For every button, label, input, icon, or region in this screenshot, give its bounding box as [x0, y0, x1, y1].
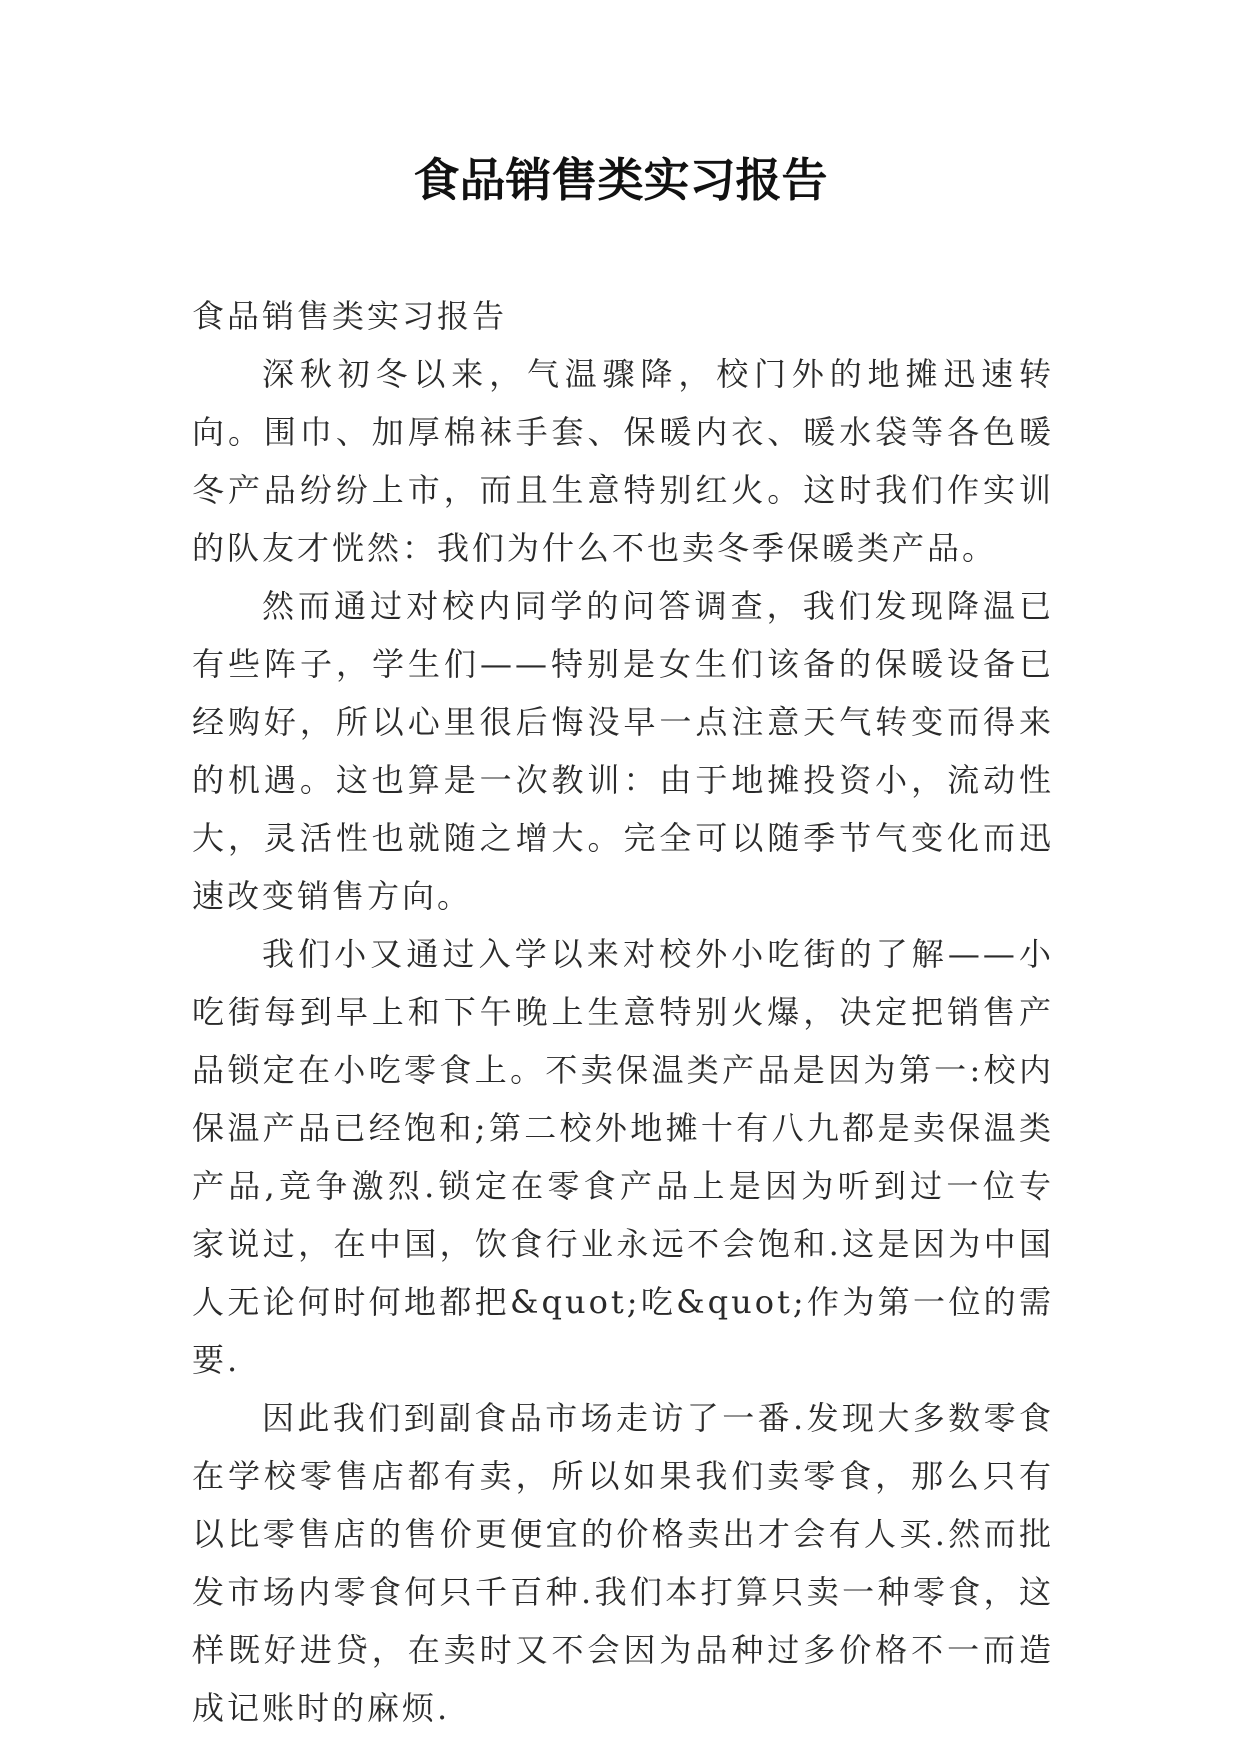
paragraph-2: 然而通过对校内同学的问答调查，我们发现降温已有些阵子，学生们——特别是女生们该备的保暖设备已经购好，所以心里很后悔没早一点注意天气转变而得来的机遇。这也算是一次教训：由于地摊投资小，流动性大，灵活性也就随之增大。完全可以随季节气变化而迅速改变销售方向。 [192, 587, 1054, 915]
paragraph-3: 我们小又通过入学以来对校外小吃街的了解——小吃街每到早上和下午晚上生意特别火爆，决定把销售产品锁定在小吃零食上。不卖保温类产品是因为第一:校内保温产品已经饱和;第二校外地摊十有八九都是卖保温类产品,竞争激烈.锁定在零食产品上是因为听到过一位专家说过，在中国，饮食行业永远不会饱和.这是因为中国人无论何时何地都把&quot;吃&quot;作为第一位的需要. [192, 935, 1054, 1379]
paragraph-1: 深秋初冬以来，气温骤降，校门外的地摊迅速转向。围巾、加厚棉袜手套、保暖内衣、暖水袋等各色暖冬产品纷纷上市，而且生意特别红火。这时我们作实训的队友才恍然：我们为什么不也卖冬季保暖类产品。 [192, 355, 1054, 567]
paragraph-4: 因此我们到副食品市场走访了一番.发现大多数零食在学校零售店都有卖，所以如果我们卖零食，那么只有以比零售店的售价更便宜的价格卖出才会有人买.然而批发市场内零食何只千百种.我们本打算只卖一种零食，这样既好进贷，在卖时又不会因为品种过多价格不一而造成记账时的麻烦. [192, 1399, 1054, 1727]
heading-line: 食品销售类实习报告 [192, 297, 508, 335]
document-body [192, 287, 1054, 1737]
document-title: 食品销售类实习报告 [413, 153, 828, 207]
